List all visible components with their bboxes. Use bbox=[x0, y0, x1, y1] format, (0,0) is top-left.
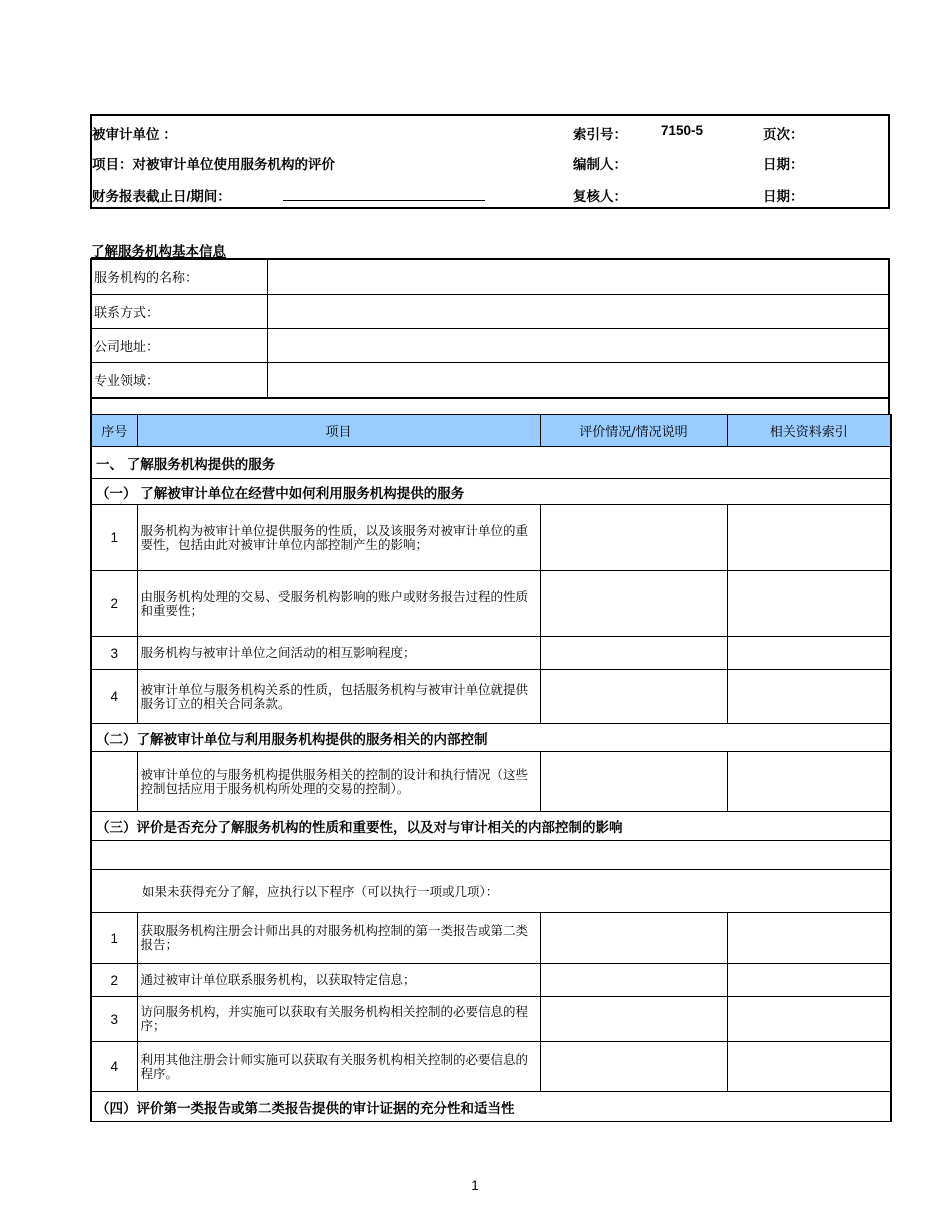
reference-cell[interactable] bbox=[727, 913, 891, 964]
info-value-cell[interactable] bbox=[267, 259, 889, 294]
table-row bbox=[91, 670, 891, 724]
info-label: 联系方式： bbox=[91, 294, 267, 328]
row-number: 4 bbox=[91, 1042, 137, 1092]
date-label-2: 日期： bbox=[763, 189, 804, 204]
preparer-label: 编制人： bbox=[573, 157, 627, 172]
evaluation-cell[interactable] bbox=[540, 997, 727, 1042]
row-number: 2 bbox=[91, 964, 137, 997]
section-row bbox=[91, 812, 891, 841]
info-value-cell[interactable] bbox=[267, 362, 889, 398]
period-label: 财务报表截止日/期间： bbox=[92, 189, 231, 204]
info-row bbox=[91, 362, 889, 398]
reference-cell[interactable] bbox=[727, 637, 891, 670]
service-org-info-table bbox=[90, 258, 890, 399]
blank-cell[interactable] bbox=[91, 841, 891, 870]
reference-cell[interactable] bbox=[727, 571, 891, 637]
subsection-heading: （四）评价第一类报告或第二类报告提供的审计证据的充分性和适当性 bbox=[91, 1092, 891, 1122]
section-row bbox=[91, 1092, 891, 1122]
evaluation-table bbox=[90, 414, 892, 1122]
info-label: 公司地址： bbox=[91, 328, 267, 362]
row-number: 1 bbox=[91, 913, 137, 964]
info-label: 专业领域： bbox=[91, 362, 267, 398]
row-number: 3 bbox=[91, 997, 137, 1042]
procedure-intro: 如果未获得充分了解，应执行以下程序（可以执行一项或几项）： bbox=[91, 870, 891, 913]
subsection-heading: （三）评价是否充分了解服务机构的性质和重要性，以及对与审计相关的内部控制的影响 bbox=[91, 812, 891, 841]
row-number bbox=[91, 752, 137, 812]
evaluation-cell[interactable] bbox=[540, 637, 727, 670]
section-row bbox=[91, 724, 891, 752]
reference-cell[interactable] bbox=[727, 670, 891, 724]
spacer-row bbox=[90, 397, 890, 414]
evaluation-cell[interactable] bbox=[540, 571, 727, 637]
table-row bbox=[91, 964, 891, 997]
info-section-title: 了解服务机构基本信息 bbox=[91, 244, 226, 259]
info-label: 服务机构的名称： bbox=[91, 259, 267, 294]
table-header-row bbox=[91, 415, 891, 447]
col-header-no: 序号 bbox=[91, 415, 137, 447]
row-number: 4 bbox=[91, 670, 137, 724]
row-number: 2 bbox=[91, 571, 137, 637]
page-label: 页次： bbox=[763, 127, 804, 142]
row-item: 被审计单位的与服务机构提供服务相关的控制的设计和执行情况（这些控制包括应用于服务机构所处理的交易的控制）。 bbox=[137, 752, 540, 812]
evaluation-cell[interactable] bbox=[540, 1042, 727, 1092]
row-number: 3 bbox=[91, 637, 137, 670]
col-header-item: 项目 bbox=[137, 415, 540, 447]
row-item: 被审计单位与服务机构关系的性质，包括服务机构与被审计单位就提供服务订立的相关合同条款。 bbox=[137, 670, 540, 724]
subsection-heading: （二）了解被审计单位与利用服务机构提供的服务相关的内部控制 bbox=[91, 724, 891, 752]
evaluation-cell[interactable] bbox=[540, 505, 727, 571]
date-label-1: 日期： bbox=[763, 157, 804, 172]
row-item: 由服务机构处理的交易、受服务机构影响的账户或财务报告过程的性质和重要性； bbox=[137, 571, 540, 637]
blank-row bbox=[91, 841, 891, 870]
row-item: 访问服务机构，并实施可以获取有关服务机构相关控制的必要信息的程序； bbox=[137, 997, 540, 1042]
reference-cell[interactable] bbox=[727, 964, 891, 997]
col-header-evaluation: 评价情况/情况说明 bbox=[540, 415, 727, 447]
evaluation-cell[interactable] bbox=[540, 752, 727, 812]
row-item: 通过被审计单位联系服务机构，以获取特定信息； bbox=[137, 964, 540, 997]
table-row bbox=[91, 1042, 891, 1092]
index-label: 索引号： bbox=[573, 127, 627, 142]
section-row bbox=[91, 479, 891, 505]
row-item: 服务机构为被审计单位提供服务的性质，以及该服务对被审计单位的重要性，包括由此对被审计单位内部控制产生的影响； bbox=[137, 505, 540, 571]
table-row bbox=[91, 637, 891, 670]
period-input-line[interactable] bbox=[283, 200, 485, 201]
note-row bbox=[91, 870, 891, 913]
col-header-reference: 相关资料索引 bbox=[727, 415, 891, 447]
reference-cell[interactable] bbox=[727, 997, 891, 1042]
project-label: 项目：对被审计单位使用服务机构的评价 bbox=[92, 157, 335, 172]
section-row bbox=[91, 447, 891, 479]
evaluation-cell[interactable] bbox=[540, 913, 727, 964]
reference-cell[interactable] bbox=[727, 752, 891, 812]
page-number: 1 bbox=[471, 1178, 479, 1193]
index-value: 7150-5 bbox=[661, 123, 704, 138]
reference-cell[interactable] bbox=[727, 505, 891, 571]
evaluation-cell[interactable] bbox=[540, 964, 727, 997]
row-item: 获取服务机构注册会计师出具的对服务机构控制的第一类报告或第二类报告； bbox=[137, 913, 540, 964]
table-row bbox=[91, 752, 891, 812]
reference-cell[interactable] bbox=[727, 1042, 891, 1092]
table-row bbox=[91, 913, 891, 964]
info-row bbox=[91, 294, 889, 328]
row-number: 1 bbox=[91, 505, 137, 571]
info-row bbox=[91, 259, 889, 294]
reviewer-label: 复核人： bbox=[573, 189, 627, 204]
section-heading: 一、 了解服务机构提供的服务 bbox=[91, 447, 891, 479]
subsection-heading: （一） 了解被审计单位在经营中如何利用服务机构提供的服务 bbox=[91, 479, 891, 505]
audited-unit-label: 被审计单位 ： bbox=[92, 127, 177, 142]
table-row bbox=[91, 997, 891, 1042]
info-value-cell[interactable] bbox=[267, 328, 889, 362]
info-value-cell[interactable] bbox=[267, 294, 889, 328]
table-row bbox=[91, 571, 891, 637]
row-item: 利用其他注册会计师实施可以获取有关服务机构相关控制的必要信息的程序。 bbox=[137, 1042, 540, 1092]
table-row bbox=[91, 505, 891, 571]
info-row bbox=[91, 328, 889, 362]
evaluation-cell[interactable] bbox=[540, 670, 727, 724]
row-item: 服务机构与被审计单位之间活动的相互影响程度； bbox=[137, 637, 540, 670]
